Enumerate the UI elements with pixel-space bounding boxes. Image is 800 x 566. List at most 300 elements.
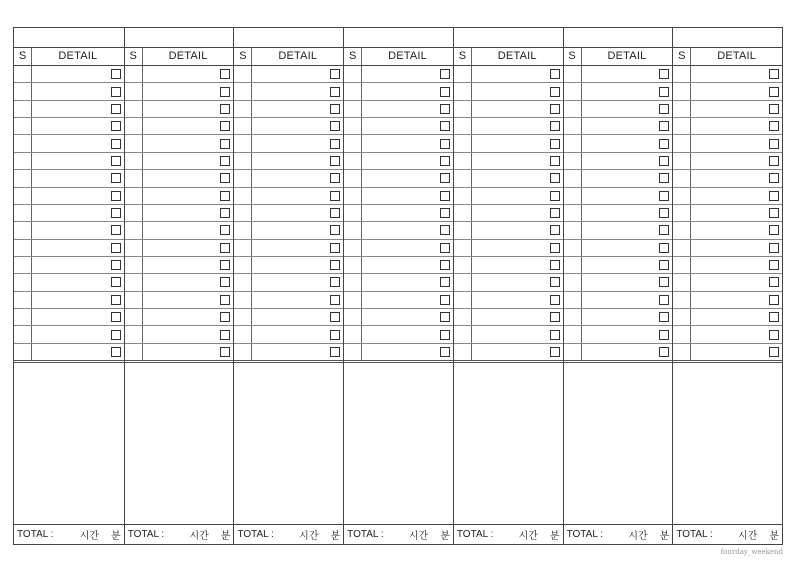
detail-cell[interactable]	[582, 170, 673, 186]
status-cell[interactable]	[14, 170, 32, 186]
task-checkbox[interactable]	[440, 173, 450, 183]
detail-cell[interactable]	[143, 188, 234, 204]
notes-area[interactable]	[125, 363, 234, 524]
task-checkbox[interactable]	[111, 104, 121, 114]
task-checkbox[interactable]	[330, 225, 340, 235]
date-cell[interactable]	[673, 28, 782, 48]
detail-cell[interactable]	[32, 101, 124, 117]
task-checkbox[interactable]	[220, 208, 230, 218]
status-cell[interactable]	[673, 205, 691, 221]
status-cell[interactable]	[344, 205, 362, 221]
notes-area[interactable]	[344, 363, 453, 524]
detail-cell[interactable]	[691, 292, 782, 308]
detail-cell[interactable]	[472, 309, 563, 325]
detail-cell[interactable]	[32, 240, 124, 256]
status-cell[interactable]	[125, 118, 143, 134]
task-checkbox[interactable]	[769, 295, 779, 305]
status-cell[interactable]	[125, 135, 143, 151]
status-cell[interactable]	[454, 153, 472, 169]
status-cell[interactable]	[14, 344, 32, 360]
detail-cell[interactable]	[472, 240, 563, 256]
status-cell[interactable]	[125, 170, 143, 186]
task-checkbox[interactable]	[220, 260, 230, 270]
status-cell[interactable]	[344, 309, 362, 325]
task-checkbox[interactable]	[659, 208, 669, 218]
status-cell[interactable]	[14, 205, 32, 221]
task-checkbox[interactable]	[769, 121, 779, 131]
detail-cell[interactable]	[143, 101, 234, 117]
status-cell[interactable]	[125, 205, 143, 221]
task-checkbox[interactable]	[440, 191, 450, 201]
detail-cell[interactable]	[362, 274, 453, 290]
status-cell[interactable]	[564, 274, 582, 290]
status-cell[interactable]	[125, 344, 143, 360]
status-cell[interactable]	[454, 188, 472, 204]
task-checkbox[interactable]	[330, 104, 340, 114]
detail-cell[interactable]	[32, 83, 124, 99]
task-checkbox[interactable]	[440, 208, 450, 218]
status-cell[interactable]	[14, 222, 32, 238]
status-cell[interactable]	[454, 222, 472, 238]
task-checkbox[interactable]	[440, 121, 450, 131]
status-cell[interactable]	[454, 240, 472, 256]
task-checkbox[interactable]	[659, 243, 669, 253]
detail-cell[interactable]	[362, 153, 453, 169]
status-cell[interactable]	[454, 205, 472, 221]
detail-cell[interactable]	[32, 257, 124, 273]
task-checkbox[interactable]	[659, 260, 669, 270]
detail-cell[interactable]	[582, 101, 673, 117]
detail-cell[interactable]	[252, 326, 343, 342]
detail-cell[interactable]	[472, 205, 563, 221]
detail-cell[interactable]	[691, 344, 782, 360]
detail-cell[interactable]	[32, 344, 124, 360]
task-checkbox[interactable]	[659, 277, 669, 287]
task-checkbox[interactable]	[659, 139, 669, 149]
status-cell[interactable]	[234, 205, 252, 221]
detail-cell[interactable]	[472, 326, 563, 342]
detail-cell[interactable]	[32, 205, 124, 221]
detail-cell[interactable]	[143, 83, 234, 99]
task-checkbox[interactable]	[111, 121, 121, 131]
detail-cell[interactable]	[691, 257, 782, 273]
detail-cell[interactable]	[32, 222, 124, 238]
task-checkbox[interactable]	[440, 225, 450, 235]
detail-cell[interactable]	[691, 326, 782, 342]
task-checkbox[interactable]	[440, 312, 450, 322]
status-cell[interactable]	[234, 188, 252, 204]
status-cell[interactable]	[14, 274, 32, 290]
detail-cell[interactable]	[32, 309, 124, 325]
task-checkbox[interactable]	[111, 191, 121, 201]
task-checkbox[interactable]	[769, 104, 779, 114]
status-cell[interactable]	[234, 326, 252, 342]
task-checkbox[interactable]	[550, 347, 560, 357]
status-cell[interactable]	[125, 66, 143, 82]
status-cell[interactable]	[125, 240, 143, 256]
detail-cell[interactable]	[472, 66, 563, 82]
detail-cell[interactable]	[32, 274, 124, 290]
task-checkbox[interactable]	[111, 347, 121, 357]
status-cell[interactable]	[673, 326, 691, 342]
detail-cell[interactable]	[143, 309, 234, 325]
detail-cell[interactable]	[362, 83, 453, 99]
detail-cell[interactable]	[143, 135, 234, 151]
task-checkbox[interactable]	[769, 243, 779, 253]
task-checkbox[interactable]	[550, 260, 560, 270]
detail-cell[interactable]	[252, 101, 343, 117]
task-checkbox[interactable]	[550, 173, 560, 183]
task-checkbox[interactable]	[220, 104, 230, 114]
detail-cell[interactable]	[691, 188, 782, 204]
status-cell[interactable]	[125, 101, 143, 117]
task-checkbox[interactable]	[220, 277, 230, 287]
status-cell[interactable]	[564, 153, 582, 169]
status-cell[interactable]	[344, 257, 362, 273]
detail-cell[interactable]	[582, 292, 673, 308]
status-cell[interactable]	[673, 292, 691, 308]
date-cell[interactable]	[14, 28, 124, 48]
status-cell[interactable]	[454, 66, 472, 82]
status-cell[interactable]	[454, 292, 472, 308]
task-checkbox[interactable]	[330, 208, 340, 218]
detail-cell[interactable]	[252, 83, 343, 99]
task-checkbox[interactable]	[440, 156, 450, 166]
status-cell[interactable]	[673, 188, 691, 204]
detail-cell[interactable]	[582, 326, 673, 342]
task-checkbox[interactable]	[550, 191, 560, 201]
detail-cell[interactable]	[362, 257, 453, 273]
status-cell[interactable]	[564, 205, 582, 221]
detail-cell[interactable]	[362, 292, 453, 308]
task-checkbox[interactable]	[330, 156, 340, 166]
detail-cell[interactable]	[691, 240, 782, 256]
detail-cell[interactable]	[143, 326, 234, 342]
detail-cell[interactable]	[362, 135, 453, 151]
detail-cell[interactable]	[32, 188, 124, 204]
task-checkbox[interactable]	[659, 225, 669, 235]
task-checkbox[interactable]	[220, 156, 230, 166]
detail-cell[interactable]	[472, 344, 563, 360]
detail-cell[interactable]	[32, 135, 124, 151]
task-checkbox[interactable]	[659, 191, 669, 201]
status-cell[interactable]	[125, 188, 143, 204]
detail-cell[interactable]	[252, 257, 343, 273]
status-cell[interactable]	[454, 170, 472, 186]
task-checkbox[interactable]	[220, 295, 230, 305]
detail-cell[interactable]	[582, 274, 673, 290]
notes-area[interactable]	[673, 363, 782, 524]
status-cell[interactable]	[344, 135, 362, 151]
detail-cell[interactable]	[252, 170, 343, 186]
detail-cell[interactable]	[143, 170, 234, 186]
detail-cell[interactable]	[472, 257, 563, 273]
status-cell[interactable]	[564, 135, 582, 151]
status-cell[interactable]	[234, 257, 252, 273]
date-cell[interactable]	[125, 28, 234, 48]
detail-cell[interactable]	[582, 66, 673, 82]
detail-cell[interactable]	[362, 205, 453, 221]
task-checkbox[interactable]	[550, 104, 560, 114]
task-checkbox[interactable]	[440, 69, 450, 79]
status-cell[interactable]	[14, 101, 32, 117]
status-cell[interactable]	[234, 344, 252, 360]
detail-cell[interactable]	[472, 274, 563, 290]
detail-cell[interactable]	[691, 135, 782, 151]
detail-cell[interactable]	[143, 344, 234, 360]
task-checkbox[interactable]	[659, 156, 669, 166]
task-checkbox[interactable]	[330, 173, 340, 183]
status-cell[interactable]	[14, 292, 32, 308]
detail-cell[interactable]	[143, 222, 234, 238]
task-checkbox[interactable]	[111, 243, 121, 253]
task-checkbox[interactable]	[769, 69, 779, 79]
task-checkbox[interactable]	[659, 87, 669, 97]
detail-cell[interactable]	[582, 257, 673, 273]
status-cell[interactable]	[454, 101, 472, 117]
detail-cell[interactable]	[362, 240, 453, 256]
task-checkbox[interactable]	[440, 87, 450, 97]
status-cell[interactable]	[564, 292, 582, 308]
task-checkbox[interactable]	[220, 347, 230, 357]
detail-cell[interactable]	[362, 66, 453, 82]
status-cell[interactable]	[673, 257, 691, 273]
status-cell[interactable]	[673, 274, 691, 290]
task-checkbox[interactable]	[330, 69, 340, 79]
status-cell[interactable]	[234, 135, 252, 151]
notes-area[interactable]	[564, 363, 673, 524]
status-cell[interactable]	[125, 83, 143, 99]
task-checkbox[interactable]	[111, 139, 121, 149]
task-checkbox[interactable]	[220, 330, 230, 340]
detail-cell[interactable]	[691, 83, 782, 99]
status-cell[interactable]	[344, 118, 362, 134]
task-checkbox[interactable]	[330, 347, 340, 357]
detail-cell[interactable]	[691, 101, 782, 117]
task-checkbox[interactable]	[330, 277, 340, 287]
detail-cell[interactable]	[32, 118, 124, 134]
task-checkbox[interactable]	[550, 156, 560, 166]
status-cell[interactable]	[344, 292, 362, 308]
detail-cell[interactable]	[582, 240, 673, 256]
detail-cell[interactable]	[691, 222, 782, 238]
detail-cell[interactable]	[472, 83, 563, 99]
task-checkbox[interactable]	[330, 139, 340, 149]
task-checkbox[interactable]	[769, 156, 779, 166]
notes-area[interactable]	[454, 363, 563, 524]
task-checkbox[interactable]	[111, 208, 121, 218]
date-cell[interactable]	[234, 28, 343, 48]
task-checkbox[interactable]	[659, 295, 669, 305]
status-cell[interactable]	[234, 170, 252, 186]
detail-cell[interactable]	[362, 222, 453, 238]
status-cell[interactable]	[564, 257, 582, 273]
detail-cell[interactable]	[143, 292, 234, 308]
detail-cell[interactable]	[691, 66, 782, 82]
status-cell[interactable]	[14, 83, 32, 99]
detail-cell[interactable]	[143, 153, 234, 169]
detail-cell[interactable]	[691, 309, 782, 325]
task-checkbox[interactable]	[550, 277, 560, 287]
status-cell[interactable]	[234, 118, 252, 134]
detail-cell[interactable]	[691, 153, 782, 169]
task-checkbox[interactable]	[220, 121, 230, 131]
status-cell[interactable]	[564, 66, 582, 82]
status-cell[interactable]	[125, 292, 143, 308]
detail-cell[interactable]	[32, 66, 124, 82]
detail-cell[interactable]	[252, 240, 343, 256]
task-checkbox[interactable]	[440, 243, 450, 253]
status-cell[interactable]	[344, 66, 362, 82]
task-checkbox[interactable]	[769, 347, 779, 357]
status-cell[interactable]	[14, 66, 32, 82]
status-cell[interactable]	[673, 170, 691, 186]
detail-cell[interactable]	[362, 309, 453, 325]
task-checkbox[interactable]	[440, 347, 450, 357]
task-checkbox[interactable]	[550, 69, 560, 79]
status-cell[interactable]	[564, 240, 582, 256]
detail-cell[interactable]	[582, 153, 673, 169]
status-cell[interactable]	[125, 222, 143, 238]
detail-cell[interactable]	[472, 101, 563, 117]
task-checkbox[interactable]	[440, 295, 450, 305]
task-checkbox[interactable]	[769, 312, 779, 322]
task-checkbox[interactable]	[550, 225, 560, 235]
status-cell[interactable]	[454, 135, 472, 151]
status-cell[interactable]	[14, 153, 32, 169]
detail-cell[interactable]	[32, 292, 124, 308]
task-checkbox[interactable]	[769, 225, 779, 235]
detail-cell[interactable]	[143, 274, 234, 290]
status-cell[interactable]	[673, 135, 691, 151]
status-cell[interactable]	[234, 153, 252, 169]
detail-cell[interactable]	[472, 292, 563, 308]
status-cell[interactable]	[673, 83, 691, 99]
status-cell[interactable]	[234, 274, 252, 290]
detail-cell[interactable]	[362, 326, 453, 342]
detail-cell[interactable]	[582, 83, 673, 99]
date-cell[interactable]	[564, 28, 673, 48]
detail-cell[interactable]	[472, 118, 563, 134]
task-checkbox[interactable]	[440, 104, 450, 114]
task-checkbox[interactable]	[550, 139, 560, 149]
task-checkbox[interactable]	[111, 260, 121, 270]
task-checkbox[interactable]	[330, 330, 340, 340]
detail-cell[interactable]	[252, 292, 343, 308]
task-checkbox[interactable]	[769, 208, 779, 218]
status-cell[interactable]	[564, 170, 582, 186]
status-cell[interactable]	[673, 101, 691, 117]
detail-cell[interactable]	[252, 118, 343, 134]
status-cell[interactable]	[673, 66, 691, 82]
task-checkbox[interactable]	[550, 208, 560, 218]
detail-cell[interactable]	[252, 344, 343, 360]
status-cell[interactable]	[673, 240, 691, 256]
status-cell[interactable]	[564, 222, 582, 238]
status-cell[interactable]	[344, 188, 362, 204]
task-checkbox[interactable]	[659, 69, 669, 79]
task-checkbox[interactable]	[769, 139, 779, 149]
status-cell[interactable]	[344, 83, 362, 99]
status-cell[interactable]	[344, 274, 362, 290]
task-checkbox[interactable]	[330, 191, 340, 201]
detail-cell[interactable]	[691, 274, 782, 290]
status-cell[interactable]	[125, 153, 143, 169]
status-cell[interactable]	[14, 257, 32, 273]
task-checkbox[interactable]	[330, 295, 340, 305]
status-cell[interactable]	[564, 309, 582, 325]
status-cell[interactable]	[344, 101, 362, 117]
task-checkbox[interactable]	[659, 347, 669, 357]
status-cell[interactable]	[234, 101, 252, 117]
task-checkbox[interactable]	[111, 312, 121, 322]
detail-cell[interactable]	[472, 188, 563, 204]
notes-area[interactable]	[234, 363, 343, 524]
task-checkbox[interactable]	[111, 69, 121, 79]
task-checkbox[interactable]	[220, 173, 230, 183]
detail-cell[interactable]	[252, 205, 343, 221]
status-cell[interactable]	[673, 309, 691, 325]
task-checkbox[interactable]	[550, 243, 560, 253]
status-cell[interactable]	[564, 118, 582, 134]
task-checkbox[interactable]	[111, 295, 121, 305]
task-checkbox[interactable]	[220, 243, 230, 253]
detail-cell[interactable]	[691, 118, 782, 134]
detail-cell[interactable]	[362, 188, 453, 204]
status-cell[interactable]	[234, 66, 252, 82]
status-cell[interactable]	[673, 118, 691, 134]
detail-cell[interactable]	[691, 170, 782, 186]
status-cell[interactable]	[564, 83, 582, 99]
task-checkbox[interactable]	[330, 312, 340, 322]
task-checkbox[interactable]	[769, 87, 779, 97]
detail-cell[interactable]	[472, 170, 563, 186]
task-checkbox[interactable]	[659, 104, 669, 114]
status-cell[interactable]	[234, 222, 252, 238]
task-checkbox[interactable]	[220, 139, 230, 149]
status-cell[interactable]	[673, 153, 691, 169]
detail-cell[interactable]	[362, 101, 453, 117]
status-cell[interactable]	[564, 101, 582, 117]
status-cell[interactable]	[344, 344, 362, 360]
task-checkbox[interactable]	[330, 121, 340, 131]
task-checkbox[interactable]	[769, 277, 779, 287]
task-checkbox[interactable]	[440, 330, 450, 340]
status-cell[interactable]	[234, 240, 252, 256]
task-checkbox[interactable]	[330, 260, 340, 270]
status-cell[interactable]	[454, 83, 472, 99]
detail-cell[interactable]	[252, 222, 343, 238]
status-cell[interactable]	[344, 326, 362, 342]
task-checkbox[interactable]	[769, 260, 779, 270]
task-checkbox[interactable]	[550, 87, 560, 97]
detail-cell[interactable]	[252, 188, 343, 204]
task-checkbox[interactable]	[111, 87, 121, 97]
status-cell[interactable]	[14, 188, 32, 204]
detail-cell[interactable]	[32, 153, 124, 169]
status-cell[interactable]	[454, 274, 472, 290]
notes-area[interactable]	[14, 363, 124, 524]
detail-cell[interactable]	[582, 118, 673, 134]
status-cell[interactable]	[344, 170, 362, 186]
detail-cell[interactable]	[143, 240, 234, 256]
date-cell[interactable]	[344, 28, 453, 48]
detail-cell[interactable]	[32, 170, 124, 186]
status-cell[interactable]	[454, 309, 472, 325]
detail-cell[interactable]	[472, 153, 563, 169]
task-checkbox[interactable]	[659, 121, 669, 131]
task-checkbox[interactable]	[659, 330, 669, 340]
